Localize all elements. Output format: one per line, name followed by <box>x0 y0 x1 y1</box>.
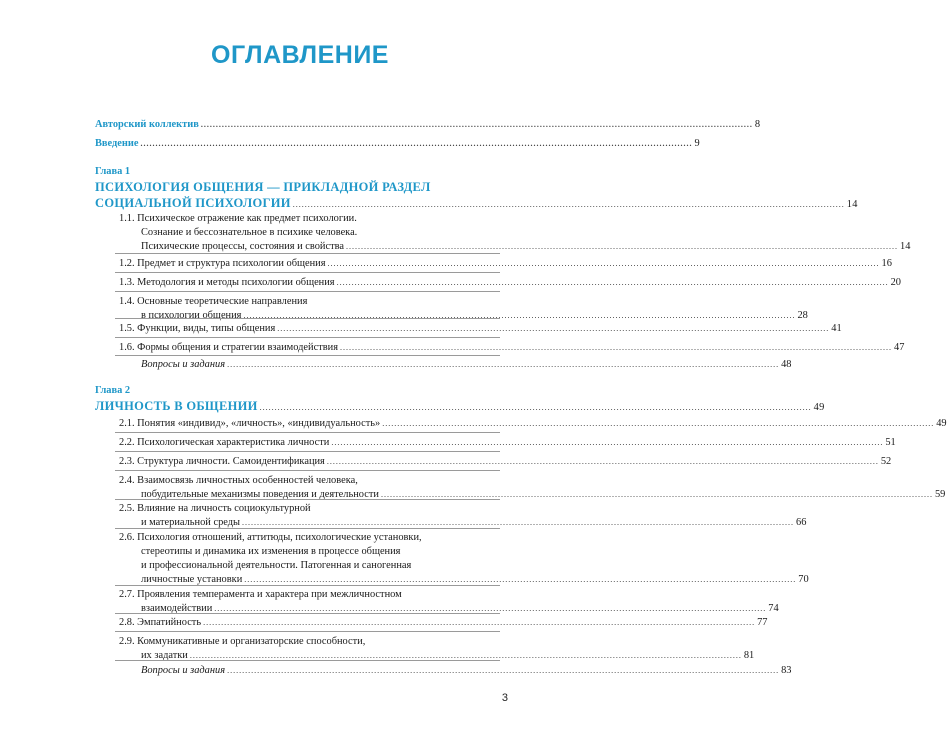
chapter-title-line: ЛИЧНОСТЬ В ОБЩЕНИИ <box>95 399 258 413</box>
toc-entry-page: 8 <box>754 119 761 130</box>
toc-section-1-5[interactable] <box>95 322 842 336</box>
separator-line <box>115 451 500 452</box>
chapter-label: Глава 2 <box>95 385 131 396</box>
leader-dots: ........................................................................................................................................................................................ <box>327 259 880 268</box>
toc-entry-title: Авторский коллектив <box>95 119 199 130</box>
chapter-page: 49 <box>813 402 825 413</box>
leader-dots: ........................................................................................................................................................................................ <box>227 360 780 369</box>
section-title-line: Сознание и бессознательное в психике человека. <box>141 227 358 238</box>
leader-dots: ........................................................................................................................................................................................ <box>326 457 879 466</box>
section-page: 48 <box>781 359 792 370</box>
chapter-label: Глава 1 <box>95 166 131 177</box>
section-title-line: 1.6. Формы общения и стратегии взаимодействия <box>119 342 338 353</box>
leader-dots: ........................................................................................................................................................................................ <box>259 403 812 412</box>
chapter-title-line: СОЦИАЛЬНОЙ ПСИХОЛОГИИ <box>95 196 291 210</box>
toc-questions-1[interactable] <box>95 358 792 372</box>
section-title-line: Вопросы и задания <box>141 359 226 370</box>
section-title-line: 1.3. Методология и методы психологии общения <box>119 277 335 288</box>
separator-line <box>115 613 500 614</box>
section-title-line: 1.1. Психическое отражение как предмет психологии. <box>119 213 357 224</box>
leader-dots: ........................................................................................................................................................................................ <box>382 419 935 428</box>
section-title-line: 2.1. Понятия «индивид», «личность», «индивидуальность» <box>119 418 381 429</box>
toc-entry-page: 9 <box>694 138 700 149</box>
leader-dots: ........................................................................................................................................................................................ <box>243 311 796 320</box>
toc-section-1-6[interactable] <box>95 341 905 355</box>
separator-line <box>115 432 500 433</box>
section-page: 66 <box>796 517 807 528</box>
section-title-line: Психические процессы, состояния и свойства <box>141 241 344 252</box>
leader-dots: ........................................................................................................................................................................................ <box>214 604 767 613</box>
section-title-line: 2.2. Психологическая характеристика личности <box>119 437 330 448</box>
toc-section-2-7[interactable] <box>95 588 779 616</box>
section-title-line: 2.4. Взаимосвязь личностных особенностей человека, <box>119 475 358 486</box>
toc-section-1-1[interactable] <box>95 212 911 254</box>
section-title-line: Вопросы и задания <box>141 665 226 676</box>
separator-line <box>115 272 500 273</box>
section-title-line: взаимодействии <box>141 603 213 614</box>
chapter-page: 14 <box>846 199 858 210</box>
separator-line <box>115 660 500 661</box>
section-page: 28 <box>797 310 808 321</box>
separator-line <box>115 337 500 338</box>
section-page: 41 <box>831 323 842 334</box>
toc-entry-title: Введение <box>95 138 139 149</box>
leader-dots: ........................................................................................................................................................................................ <box>292 200 845 209</box>
leader-dots: ........................................................................................................................................................................................ <box>140 139 693 148</box>
section-title-line: побудительные механизмы поведения и деятельности <box>141 489 379 500</box>
section-title-line: стереотипы и динамика их изменения в процессе общения <box>141 546 401 557</box>
section-page: 51 <box>885 437 896 448</box>
separator-line <box>115 470 500 471</box>
section-page: 52 <box>880 456 892 467</box>
separator-line <box>115 631 500 632</box>
leader-dots: ........................................................................................................................................................................................ <box>242 518 795 527</box>
separator-line <box>115 528 500 529</box>
leader-dots: ........................................................................................................................................................................................ <box>189 651 742 660</box>
toc-section-2-6[interactable] <box>95 531 809 587</box>
toc-section-2-4[interactable] <box>95 474 946 502</box>
section-title-line: 1.2. Предмет и структура психологии общения <box>119 258 326 269</box>
section-title-line: 2.5. Влияние на личность социокультурной <box>119 503 311 514</box>
toc-section-2-9[interactable] <box>95 635 755 663</box>
section-title-line: в психологии общения <box>141 310 242 321</box>
section-page: 47 <box>894 342 905 353</box>
page-number: 3 <box>501 692 508 704</box>
toc-section-2-1[interactable] <box>95 417 947 431</box>
toc-entry-authors[interactable] <box>95 118 761 132</box>
chapter-2-heading[interactable] <box>95 384 825 416</box>
separator-line <box>115 585 500 586</box>
leader-dots: ........................................................................................................................................................................................ <box>203 618 756 627</box>
toc-section-2-2[interactable] <box>95 436 896 450</box>
section-page: 81 <box>743 650 755 661</box>
leader-dots: ........................................................................................................................................................................................ <box>331 438 884 447</box>
section-page: 77 <box>757 617 768 628</box>
section-title-line: и профессиональной деятельности. Патогенная и саногенная <box>141 560 412 571</box>
toc-section-2-5[interactable] <box>95 502 807 530</box>
section-page: 20 <box>890 277 901 288</box>
leader-dots: ........................................................................................................................................................................................ <box>380 490 933 499</box>
separator-line <box>115 253 500 254</box>
separator-line <box>115 291 500 292</box>
section-title-line: 1.4. Основные теоретические направления <box>119 296 308 307</box>
section-title-line: 2.9. Коммуникативные и организаторские способности, <box>119 636 366 647</box>
leader-dots: ........................................................................................................................................................................................ <box>346 242 898 251</box>
leader-dots: ........................................................................................................................................................................................ <box>277 324 830 333</box>
toc-questions-2[interactable] <box>95 664 792 678</box>
section-page: 74 <box>768 603 779 614</box>
chapter-title-line: ПСИХОЛОГИЯ ОБЩЕНИЯ — ПРИКЛАДНОЙ РАЗДЕЛ <box>95 180 431 194</box>
leader-dots: ........................................................................................................................................................................................ <box>340 343 892 352</box>
section-page: 16 <box>881 258 892 269</box>
toc-section-1-3[interactable] <box>95 276 901 290</box>
leader-dots: ........................................................................................................................................................................................ <box>244 575 797 584</box>
section-title-line: 2.3. Структура личности. Самоидентификация <box>119 456 325 467</box>
section-title-line: и материальной среды <box>141 517 241 528</box>
toc-entry-introduction[interactable] <box>95 137 700 151</box>
section-title-line: 2.6. Психология отношений, аттитюды, психологические установки, <box>119 532 422 543</box>
section-title-line: 1.5. Функции, виды, типы общения <box>119 323 276 334</box>
section-page: 83 <box>781 665 792 676</box>
toc-section-1-2[interactable] <box>95 257 892 271</box>
leader-dots: ........................................................................................................................................................................................ <box>227 666 780 675</box>
section-title-line: 2.7. Проявления темперамента и характера при межличностном <box>119 589 402 600</box>
section-page: 70 <box>798 574 809 585</box>
leader-dots: ........................................................................................................................................................................................ <box>336 278 889 287</box>
section-title-line: 2.8. Эмпатийность <box>119 617 202 628</box>
page-title: ОГЛАВЛЕНИЕ <box>211 41 389 69</box>
leader-dots: ........................................................................................................................................................................................ <box>200 120 753 129</box>
toc-section-2-3[interactable] <box>95 455 892 469</box>
toc-section-2-8[interactable] <box>95 616 768 630</box>
section-page: 59 <box>934 489 946 500</box>
chapter-1-heading[interactable] <box>95 165 858 213</box>
separator-line <box>115 318 500 319</box>
section-title-line: личностные установки <box>141 574 243 585</box>
separator-line <box>115 499 500 500</box>
section-page: 49 <box>936 418 947 429</box>
separator-line <box>115 355 500 356</box>
section-title-line: их задатки <box>141 650 188 661</box>
section-page: 14 <box>900 241 911 252</box>
